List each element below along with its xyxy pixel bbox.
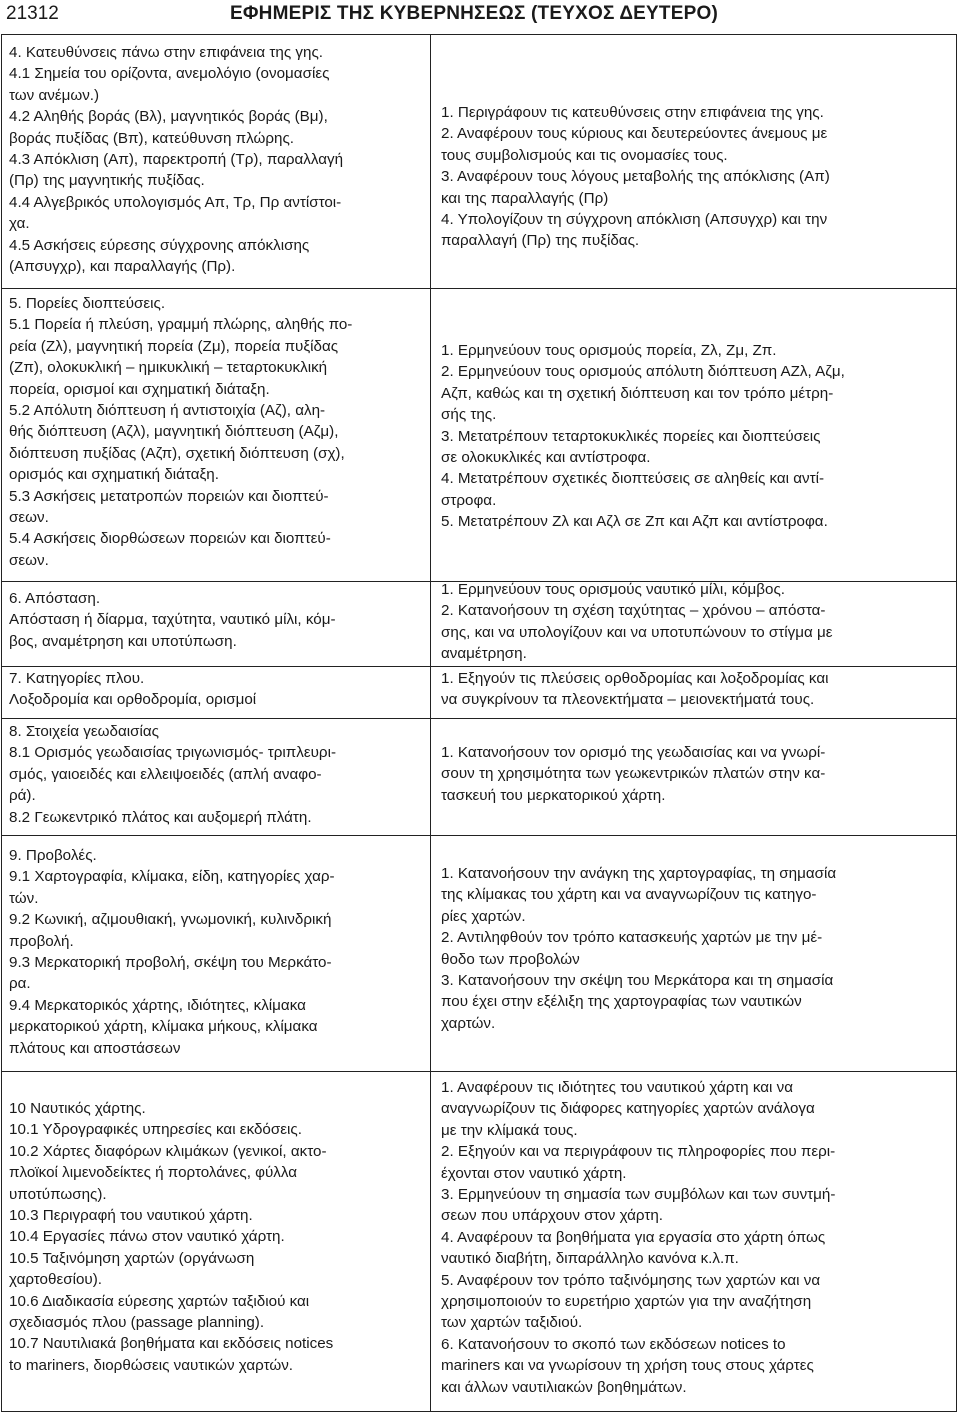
column-divider <box>430 35 431 1411</box>
row-topic <box>9 293 425 571</box>
row-divider <box>2 666 956 667</box>
row-topic <box>9 1098 425 1376</box>
objective-line: 1. Κατανοήσουν τον ορισμό της γεωδαισίας και να γνωρί- <box>441 744 826 761</box>
topic-line: 5.1 Πορεία ή πλεύση, γραμμή πλώρης, αληθής πο- <box>9 316 353 334</box>
topic-line: 10.2 Χάρτες διαφόρων κλιμάκων (γενικοί, ακτο- <box>9 1142 327 1160</box>
row-topic <box>9 721 425 828</box>
objective-line: σουν τη χρησιμότητα των γεωκεντρικών πλατών στην κα- <box>441 765 826 783</box>
topic-line: 9.4 Μερκατορικός χάρτης, ιδιότητες, κλίμακα <box>9 996 306 1014</box>
objective-line: Αζπ, καθώς και τη σχετική διόπτευση και τον τρόπο μέτρη- <box>441 384 834 402</box>
objective-line: παραλλαγή (Πρ) της πυξίδας. <box>441 232 640 250</box>
row-objectives <box>441 1077 951 1398</box>
topic-line: μερκατορικού χάρτη, κλίμακα μήκους, κλίμακα <box>9 1018 318 1036</box>
row-divider <box>2 1071 956 1072</box>
topic-line: των ανέμων.) <box>9 86 100 104</box>
topic-line: σμός, γαιοειδές και ελλειψοειδές (απλή αναφο- <box>9 765 322 783</box>
topic-line: προβολή. <box>9 932 74 950</box>
topic-line: σχεδιασμός πλου (passage planning). <box>9 1314 265 1332</box>
topic-line: σεων. <box>9 551 49 569</box>
topic-line: βοράς πυξίδας (Βπ), κατεύθυνση πλώρης. <box>9 129 295 147</box>
curriculum-table <box>1 34 957 1412</box>
objective-line: 1. Ερμηνεύουν τους ορισμούς ναυτικό μίλι, κόμβος. <box>441 581 786 598</box>
topic-line: 8.2 Γεωκεντρικό πλάτος και αυξομερή πλάτη. <box>9 808 312 826</box>
topic-line: 4.3 Απόκλιση (Απ), παρεκτροπή (Τρ), παραλλαγή <box>9 151 344 169</box>
objective-line: 1. Περιγράφουν τις κατευθύνσεις στην επιφάνεια της γης. <box>441 104 824 121</box>
topic-line: ρά). <box>9 787 36 805</box>
objective-line: τους συμβολισμούς και τις ονομασίες τους. <box>441 146 728 164</box>
topic-line: (Πρ) της μαγνητικής πυξίδας. <box>9 172 205 190</box>
objective-line: σεων που υπάρχουν στον χάρτη. <box>441 1207 664 1225</box>
topic-line: πλάτους και αποστάσεων <box>9 1039 181 1057</box>
topic-line: 9.3 Μερκατορική προβολή, σκέψη του Μερκάτο- <box>9 954 332 972</box>
topic-line: πορεία, ορισμοί και σχηματική διάταξη. <box>9 380 270 398</box>
objective-line: και της παραλλαγής (Πρ) <box>441 189 609 207</box>
topic-line: θής διόπτευση (Αζλ), μαγνητική διόπτευση (Αζμ), <box>9 423 339 441</box>
objective-line: τασκευή του μερκατορικού χάρτη. <box>441 786 666 804</box>
objective-line: 4. Μετατρέπουν σχετικές διοπτεύσεις σε αληθείς και αντί- <box>441 470 825 488</box>
topic-line: 5. Πορείες διοπτεύσεις. <box>9 295 166 312</box>
row-objectives <box>441 742 951 806</box>
topic-line: 10.5 Ταξινόμηση χαρτών (οργάνωση <box>9 1249 255 1267</box>
objective-line: 5. Μετατρέπουν Ζλ και Αζλ σε Ζπ και Αζπ και αντίστροφα. <box>441 513 828 531</box>
objective-line: θοδο των προβολών <box>441 950 580 968</box>
objective-line: στροφα. <box>441 491 497 509</box>
topic-line: 4.2 Αληθής βοράς (Βλ), μαγνητικός βοράς (Βμ), <box>9 108 328 126</box>
topic-line: πλοϊκοί λιμενοδείκτες ή πορτολάνες, φύλλα <box>9 1164 298 1182</box>
topic-line: χαρτοθεσίου). <box>9 1271 102 1289</box>
objective-line: έχονται στον ναυτικό χάρτη. <box>441 1164 627 1182</box>
topic-line: διόπτευση πυξίδας (Αζπ), σχετική διόπτευση (σχ), <box>9 444 345 462</box>
topic-line: 10 Ναυτικός χάρτης. <box>9 1100 146 1117</box>
objective-line: 2. Αναφέρουν τους κύριους και δευτερεύοντες άνεμους με <box>441 125 828 143</box>
topic-line: (Απσυγχρ), και παραλλαγής (Πρ). <box>9 258 236 276</box>
objective-line: 1. Ερμηνεύουν τους ορισμούς πορεία, Ζλ, Ζμ, Ζπ. <box>441 342 777 359</box>
topic-line: βος, αναμέτρηση και υποτύπωση. <box>9 632 237 650</box>
topic-line: 10.4 Εργασίες πάνω στον ναυτικό χάρτη. <box>9 1228 285 1246</box>
objective-line: 3. Κατανοήσουν την σκέψη του Μερκάτορα και τη σημασία <box>441 972 834 990</box>
objective-line: ρίες χαρτών. <box>441 907 526 925</box>
row-divider <box>2 288 956 289</box>
row-topic <box>9 42 425 277</box>
objective-line: 1. Κατανοήσουν την ανάγκη της χαρτογραφίας, τη σημασία <box>441 865 837 882</box>
objective-line: χρησιμοποιούν το ευρετήριο χαρτών για την αναζήτηση <box>441 1293 812 1311</box>
topic-line: 8. Στοιχεία γεωδαισίας <box>9 723 159 740</box>
topic-line: 9. Προβολές. <box>9 847 97 864</box>
objective-line: 3. Μετατρέπουν τεταρτοκυκλικές πορείες και διοπτεύσεις <box>441 427 821 445</box>
page-number: 21312 <box>6 3 59 24</box>
topic-line: 10.7 Ναυτιλιακά βοηθήματα και εκδόσεις notices <box>9 1335 334 1353</box>
objective-line: 2. Εξηγούν και να περιγράφουν τις πληροφορίες που περι- <box>441 1143 836 1161</box>
topic-line: ρα. <box>9 975 31 993</box>
topic-line: to mariners, διορθώσεις ναυτικών χαρτών. <box>9 1356 294 1374</box>
objective-line: 2. Ερμηνεύουν τους ορισμούς απόλυτη διόπτευση ΑΖλ, Αζμ, <box>441 363 845 381</box>
objective-line: της κλίμακας του χάρτη και να αναγνωρίζουν τις κατηγο- <box>441 886 817 904</box>
topic-line: 8.1 Ορισμός γεωδαισίας τριγωνισμός- τριπλευρι- <box>9 744 336 762</box>
row-objectives <box>441 579 951 665</box>
objective-line: 3. Αναφέρουν τους λόγους μεταβολής της απόκλισης (Απ) <box>441 168 830 186</box>
topic-line: 4. Κατευθύνσεις πάνω στην επιφάνεια της γης. <box>9 44 323 61</box>
topic-line: 7. Κατηγορίες πλου. <box>9 670 145 687</box>
topic-line: υποτύπωσης). <box>9 1185 107 1203</box>
topic-line: ρεία (Ζλ), μαγνητική πορεία (Ζμ), πορεία πυξίδας <box>9 337 339 355</box>
topic-line: σεων. <box>9 509 49 527</box>
topic-line: 4.1 Σημεία του ορίζοντα, ανεμολόγιο (ονομασίες <box>9 65 330 83</box>
row-divider <box>2 835 956 836</box>
objective-line: σης, και να υπολογίζουν και να υποτυπώνουν το στίγμα με <box>441 623 833 641</box>
topic-line: Λοξοδρομία και ορθοδρομία, ορισμοί <box>9 691 257 709</box>
row-objectives <box>441 668 951 711</box>
topic-line: 10.1 Υδρογραφικές υπηρεσίες και εκδόσεις. <box>9 1121 302 1139</box>
row-topic <box>9 668 425 711</box>
objective-line: με την κλίμακά τους. <box>441 1121 578 1139</box>
objective-line: 1. Αναφέρουν τις ιδιότητες του ναυτικού χάρτη και να <box>441 1079 793 1096</box>
topic-line: 9.1 Χαρτογραφία, κλίμακα, είδη, κατηγορίες χαρ- <box>9 868 335 886</box>
objective-line: 2. Αντιληφθούν τον τρόπο κατασκευής χαρτών με την μέ- <box>441 929 823 947</box>
row-divider <box>2 718 956 719</box>
objective-line: να συγκρίνουν τα πλεονεκτήματα – μειονεκτήματά τους. <box>441 691 815 709</box>
objective-line: των χαρτών ταξιδιού. <box>441 1314 583 1332</box>
objective-line: 5. Αναφέρουν τον τρόπο ταξινόμησης των χαρτών και να <box>441 1271 821 1289</box>
objective-line: που έχει στην εξέλιξη της χαρτογραφίας των ναυτικών <box>441 993 802 1011</box>
topic-line: τών. <box>9 889 39 907</box>
objective-line: αναμέτρηση. <box>441 645 527 663</box>
row-topic <box>9 588 425 652</box>
row-objectives <box>441 102 951 252</box>
objective-line: σε ολοκυκλικές και αντίστροφα. <box>441 449 651 467</box>
objective-line: χαρτών. <box>441 1014 496 1032</box>
topic-line: 10.6 Διαδικασία εύρεσης χαρτών ταξιδιού και <box>9 1292 310 1310</box>
row-objectives <box>441 340 951 533</box>
objective-line: 3. Ερμηνεύουν τη σημασία των συμβόλων και των συντμή- <box>441 1186 836 1204</box>
topic-line: 6. Απόσταση. <box>9 590 101 607</box>
objective-line: ναυτικό διαβήτη, διπαράλληλο κανόνα κ.λ.π. <box>441 1250 739 1268</box>
gazette-title: ΕΦΗΜΕΡΙΣ ΤΗΣ ΚΥΒΕΡΝΗΣΕΩΣ (ΤΕΥΧΟΣ ΔΕΥΤΕΡΟ) <box>230 3 718 24</box>
topic-line: 4.5 Ασκήσεις εύρεσης σύγχρονης απόκλισης <box>9 236 310 254</box>
topic-line: Απόσταση ή δίαρμα, ταχύτητα, ναυτικό μίλι, κόμ- <box>9 611 336 629</box>
topic-line: (Ζπ), ολοκυκλική – ημικυκλική – τεταρτοκυκλική <box>9 359 328 377</box>
objective-line: 4. Αναφέρουν τα βοηθήματα για εργασία στο χάρτη όπως <box>441 1228 826 1246</box>
objective-line: 6. Κατανοήσουν το σκοπό των εκδόσεων notices to <box>441 1335 786 1353</box>
objective-line: 2. Κατανοήσουν τη σχέση ταχύτητας – χρόνου – απόστα- <box>441 602 826 620</box>
topic-line: 5.3 Ασκήσεις μετατροπών πορειών και διοπτεύ- <box>9 487 329 505</box>
topic-line: 5.4 Ασκήσεις διορθώσεων πορειών και διοπτεύ- <box>9 530 331 548</box>
topic-line: 10.3 Περιγραφή του ναυτικού χάρτη. <box>9 1207 253 1225</box>
topic-line: 4.4 Αλγεβρικός υπολογισμός Απ, Τρ, Πρ αντίστοι- <box>9 193 342 211</box>
topic-line: 5.2 Απόλυτη διόπτευση ή αντιστοιχία (Αζ), αλη- <box>9 402 326 420</box>
objective-line: και άλλων ναυτιλιακών βοηθημάτων. <box>441 1378 687 1396</box>
page-header <box>0 0 960 30</box>
objective-line: mariners και να γνωρίσουν τη χρήση τους στους χάρτες <box>441 1357 814 1375</box>
row-objectives <box>441 863 951 1034</box>
objective-line: σής της. <box>441 406 497 424</box>
topic-line: 9.2 Κωνική, αζιμουθιακή, γνωμονική, κυλινδρική <box>9 911 332 929</box>
objective-line: αναγνωρίζουν τις διάφορες κατηγορίες χαρτών ανάλογα <box>441 1100 815 1118</box>
row-topic <box>9 845 425 1059</box>
objective-line: 1. Εξηγούν τις πλεύσεις ορθοδρομίας και λοξοδρομίας και <box>441 670 829 687</box>
objective-line: 4. Υπολογίζουν τη σύγχρονη απόκλιση (Απσυγχρ) και την <box>441 211 828 229</box>
topic-line: χα. <box>9 215 30 233</box>
topic-line: ορισμός και σχηματική διάταξη. <box>9 466 219 484</box>
